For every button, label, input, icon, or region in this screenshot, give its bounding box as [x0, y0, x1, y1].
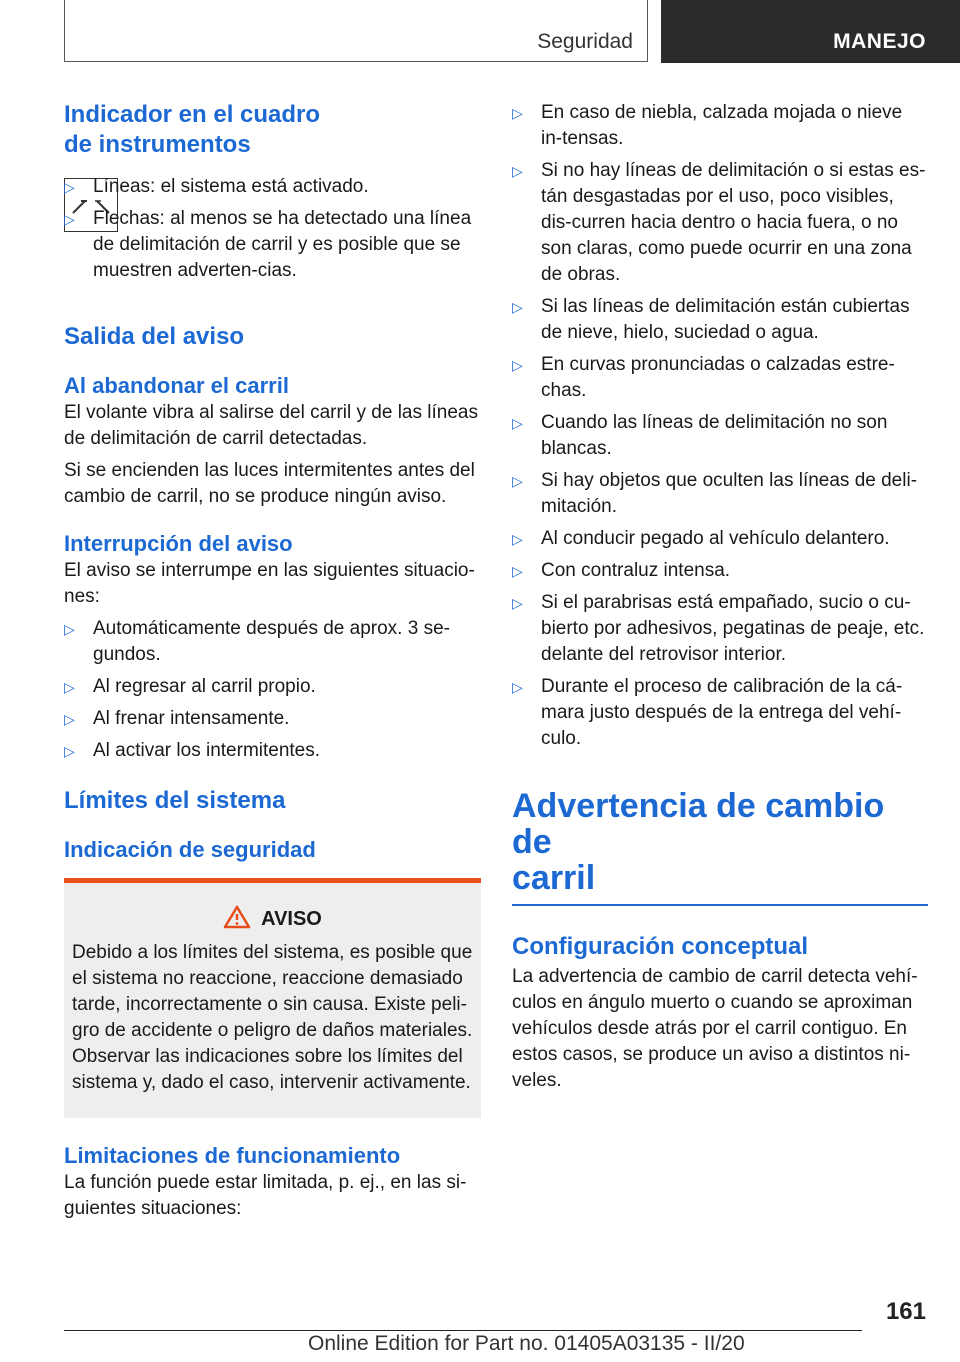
triangle-bullet-icon: ▷ — [512, 357, 523, 373]
header-chapter-tab — [661, 0, 960, 63]
triangle-bullet-icon: ▷ — [512, 563, 523, 579]
list-item: ▷ Al conducir pegado al vehículo delantero. — [512, 526, 928, 552]
warning-box — [64, 883, 481, 1118]
list-item: ▷ En curvas pronunciadas o calzadas estre-chas. — [512, 354, 895, 401]
footer-edition: Online Edition for Part no. 01405A03135 - II/20 — [308, 1332, 745, 1355]
indicator-row — [64, 174, 481, 284]
advertencia-rule — [512, 904, 928, 906]
advertencia-heading-line-1: Advertencia de cambio de — [512, 787, 885, 861]
triangle-bullet-icon: ▷ — [64, 621, 75, 637]
list-item: ▷ Si no hay líneas de delimitación o si estas es-tán desgastadas por el uso, poco visibles, dis-curren hacia dentro o hacia fuera, o no son claras, como puede ocurrir en una zona de obras. — [512, 160, 926, 285]
triangle-bullet-icon: ▷ — [512, 163, 523, 179]
triangle-bullet-icon: ▷ — [64, 679, 75, 695]
triangle-bullet-icon: ▷ — [512, 595, 523, 611]
warning-label: AVISO — [261, 908, 322, 930]
limitaciones-list — [512, 100, 928, 752]
list-item: ▷ Flechas: al menos se ha detectado una línea de delimitación de carril y es posible que se muestren adverten-cias. — [64, 208, 472, 281]
advertencia-heading — [512, 788, 928, 896]
triangle-bullet-icon: ▷ — [512, 415, 523, 431]
list-item: ▷ Si hay objetos que oculten las líneas de deli-mitación. — [512, 470, 918, 517]
triangle-bullet-icon: ▷ — [512, 299, 523, 315]
list-item: ▷ Con contraluz intensa. — [512, 558, 928, 584]
page-number: 161 — [885, 1298, 926, 1325]
list-item: ▷ Cuando las líneas de delimitación no son blancas. — [512, 412, 888, 459]
triangle-bullet-icon: ▷ — [64, 179, 75, 195]
config-heading: Configuración conceptual — [512, 933, 809, 960]
interrupcion-paragraph: El aviso se interrumpe en las siguientes situacio-nes: — [64, 560, 475, 607]
triangle-bullet-icon: ▷ — [64, 711, 75, 727]
triangle-bullet-icon: ▷ — [64, 211, 75, 227]
advertencia-block — [512, 788, 928, 906]
warning-triangle-icon — [223, 905, 251, 934]
header-section-box — [64, 0, 648, 62]
list-item: ▷ Al activar los intermitentes. — [64, 738, 481, 764]
salida-heading: Salida del aviso — [64, 323, 245, 350]
triangle-bullet-icon: ▷ — [64, 743, 75, 759]
list-item: ▷ Líneas: el sistema está activado. — [64, 174, 481, 200]
abandonar-heading: Al abandonar el carril — [64, 373, 289, 398]
indicacion-heading: Indicación de seguridad — [64, 837, 316, 862]
limitaciones-paragraph: La función puede estar limitada, p. ej., en las si-guientes situaciones: — [64, 1172, 467, 1219]
list-item: ▷ Si las líneas de delimitación están cubiertas de nieve, hielo, suciedad o agua. — [512, 296, 910, 343]
indicator-heading-line-2: de instrumentos — [64, 131, 251, 158]
triangle-bullet-icon: ▷ — [512, 531, 523, 547]
limites-heading: Límites del sistema — [64, 787, 286, 814]
triangle-bullet-icon: ▷ — [512, 105, 523, 121]
abandonar-paragraph-2: Si se encienden las luces intermitentes antes del cambio de carril, no se produce ningún aviso. — [64, 460, 475, 507]
abandonar-paragraph-1: El volante vibra al salirse del carril y de las líneas de delimitación de carril detectadas. — [64, 402, 478, 449]
list-item: ▷ En caso de niebla, calzada mojada o nieve in-tensas. — [512, 102, 903, 149]
warning-text: Debido a los límites del sistema, es posible que el sistema no reaccione, reaccione demasiado tarde, incorrectamente o sin causa. Existe peli-gro de accidente o peligro de daños materiales. Observar las indicaciones sobre los límites del sistema y, dado el caso, intervenir activamente. — [72, 942, 473, 1093]
interrupcion-heading: Interrupción del aviso — [64, 531, 293, 556]
triangle-bullet-icon: ▷ — [512, 473, 523, 489]
indicator-heading-line-1: Indicador en el cuadro — [64, 101, 321, 128]
header-chapter-title: MANEJO — [833, 30, 926, 53]
list-item: ▷ Si el parabrisas está empañado, sucio o cu-bierto por adhesivos, pegatinas de peaje, etc. delante del retrovisor interior. — [512, 592, 925, 665]
warning-header — [72, 905, 473, 934]
indicator-heading — [64, 100, 481, 160]
limitaciones-heading: Limitaciones de funcionamiento — [64, 1143, 401, 1168]
list-item: ▷ Durante el proceso de calibración de la cá-mara justo después de la entrega del vehí-culo. — [512, 676, 903, 749]
header-section-title: Seguridad — [537, 30, 633, 53]
footer-rule — [64, 1330, 862, 1331]
right-column — [512, 100, 928, 1094]
triangle-bullet-icon: ▷ — [512, 679, 523, 695]
config-paragraph: La advertencia de cambio de carril detecta vehí-culos en ángulo muerto o cuando se aproximan vehículos desde atrás por el carril contiguo. En estos casos, se produce un aviso a distintos ni-veles. — [512, 966, 918, 1091]
left-column — [64, 100, 481, 1222]
list-item: ▷ Al regresar al carril propio. — [64, 674, 481, 700]
list-item: ▷ Al frenar intensamente. — [64, 706, 481, 732]
interrupcion-list — [64, 616, 481, 764]
advertencia-heading-line-2: carril — [512, 859, 596, 897]
indicator-list — [64, 174, 481, 284]
list-item: ▷ Automáticamente después de aprox. 3 se-gundos. — [64, 618, 450, 665]
